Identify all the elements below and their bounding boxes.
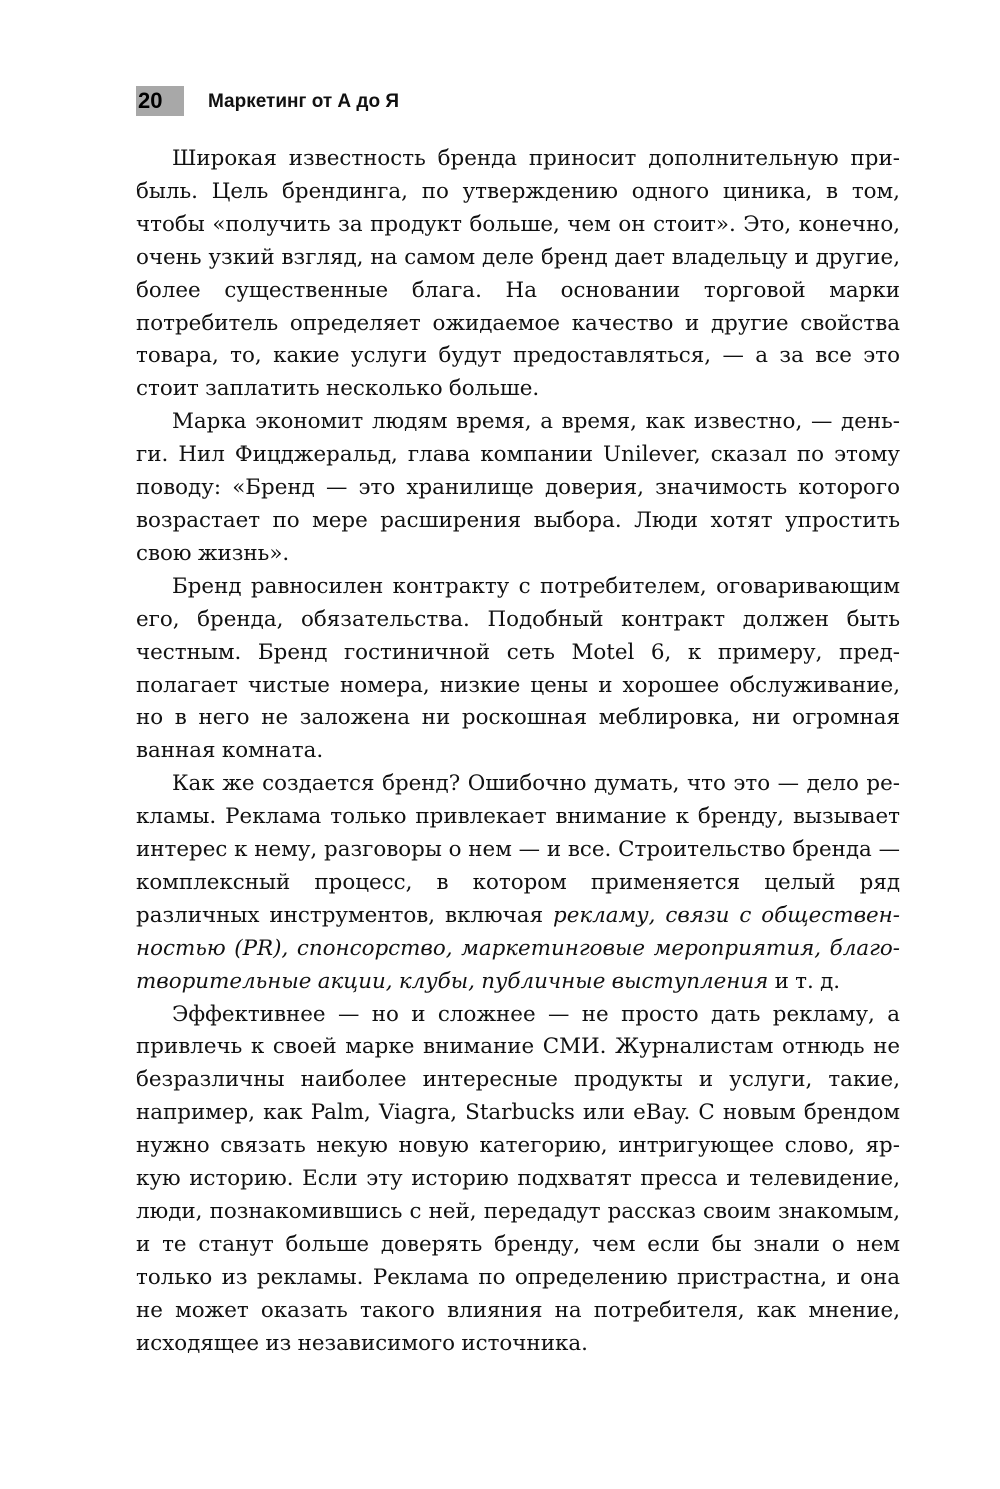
paragraph-brand-profit: Широкая известность бренда приносит дополнительную прибыль. Цель брендинга, по утверждению одного циника, в том, чтобы «получить за продукт больше, чем он стоит». Это, конечно, очень узкий взгляд, на самом деле бренд дает владельцу и другие, более существенные блага. На основании торговой марки потребитель определяет ожидаемое качество и другие свойства товара, то, какие услуги будут предоставляться, — а за все это стоит заплатить несколько больше. [136, 146, 900, 402]
running-head [136, 86, 896, 118]
paragraph-media-attention: Эффективнее — но и сложнее — не просто дать рекламу, а привлечь к своей марке внимание СМИ. Журналистам отнюдь не безразличны наиболее интересные продукты и услуги, такие, например, как Palm, Viagra, Starbucks или eBay. С новым брендом нужно связать некую новую категорию, интригующее слово, яркую историю. Если эту историю подхватят пресса и телевидение, люди, познакомившись с ней, передадут рассказ своим знакомым, и те станут больше доверять бренду, чем если бы знали о нем только из рекламы. Реклама по определению пристрастна, и она не может оказать такого влияния на потребителя, как мнение, исходящее из независимого источника. [136, 1001, 900, 1356]
page-number: 20 [138, 88, 163, 113]
paragraph-brand-building-lead: Как же создается бренд? Ошибочно думать, что это — дело рекламы. Реклама только привлекает внимание к бренду, вызывает интерес к нему, разговоры о нем — и все. Строительство бренда — комплексный процесс, в котором применяется целый ряд различных инструментов, включая [136, 771, 900, 928]
body-text [136, 143, 900, 1361]
book-title: Маркетинг от А до Я [208, 91, 400, 112]
paragraph-brand-building [136, 768, 900, 998]
paragraph-brand-contract: Бренд равносилен контракту с потребителем, оговаривающим его, бренда, обязательства. Подобный контракт должен быть честным. Бренд гостиничной сеть Motel 6, к примеру, предполагает чистые номера, низкие цены и хорошее обслуживание, но в него не заложена ни роскошная меблировка, ни огромная ванная комната. [136, 573, 900, 764]
paragraph-brand-saves-time: Марка экономит людям время, а время, как известно, — деньги. Нил Фицджеральд, глава компании Unilever, сказал по этому поводу: «Бренд — это хранилище доверия, значимость которого возрастает по мере расширения выбора. Люди хотят упростить свою жизнь». [136, 409, 900, 566]
paragraph-brand-building-tail: и т. д. [768, 968, 841, 994]
paragraph-brand-building-tools: рекламу, связи с общественностью (PR), спонсорство, маркетинговые мероприятия, благотворительные акции, клубы, публичные выступления [136, 902, 901, 994]
